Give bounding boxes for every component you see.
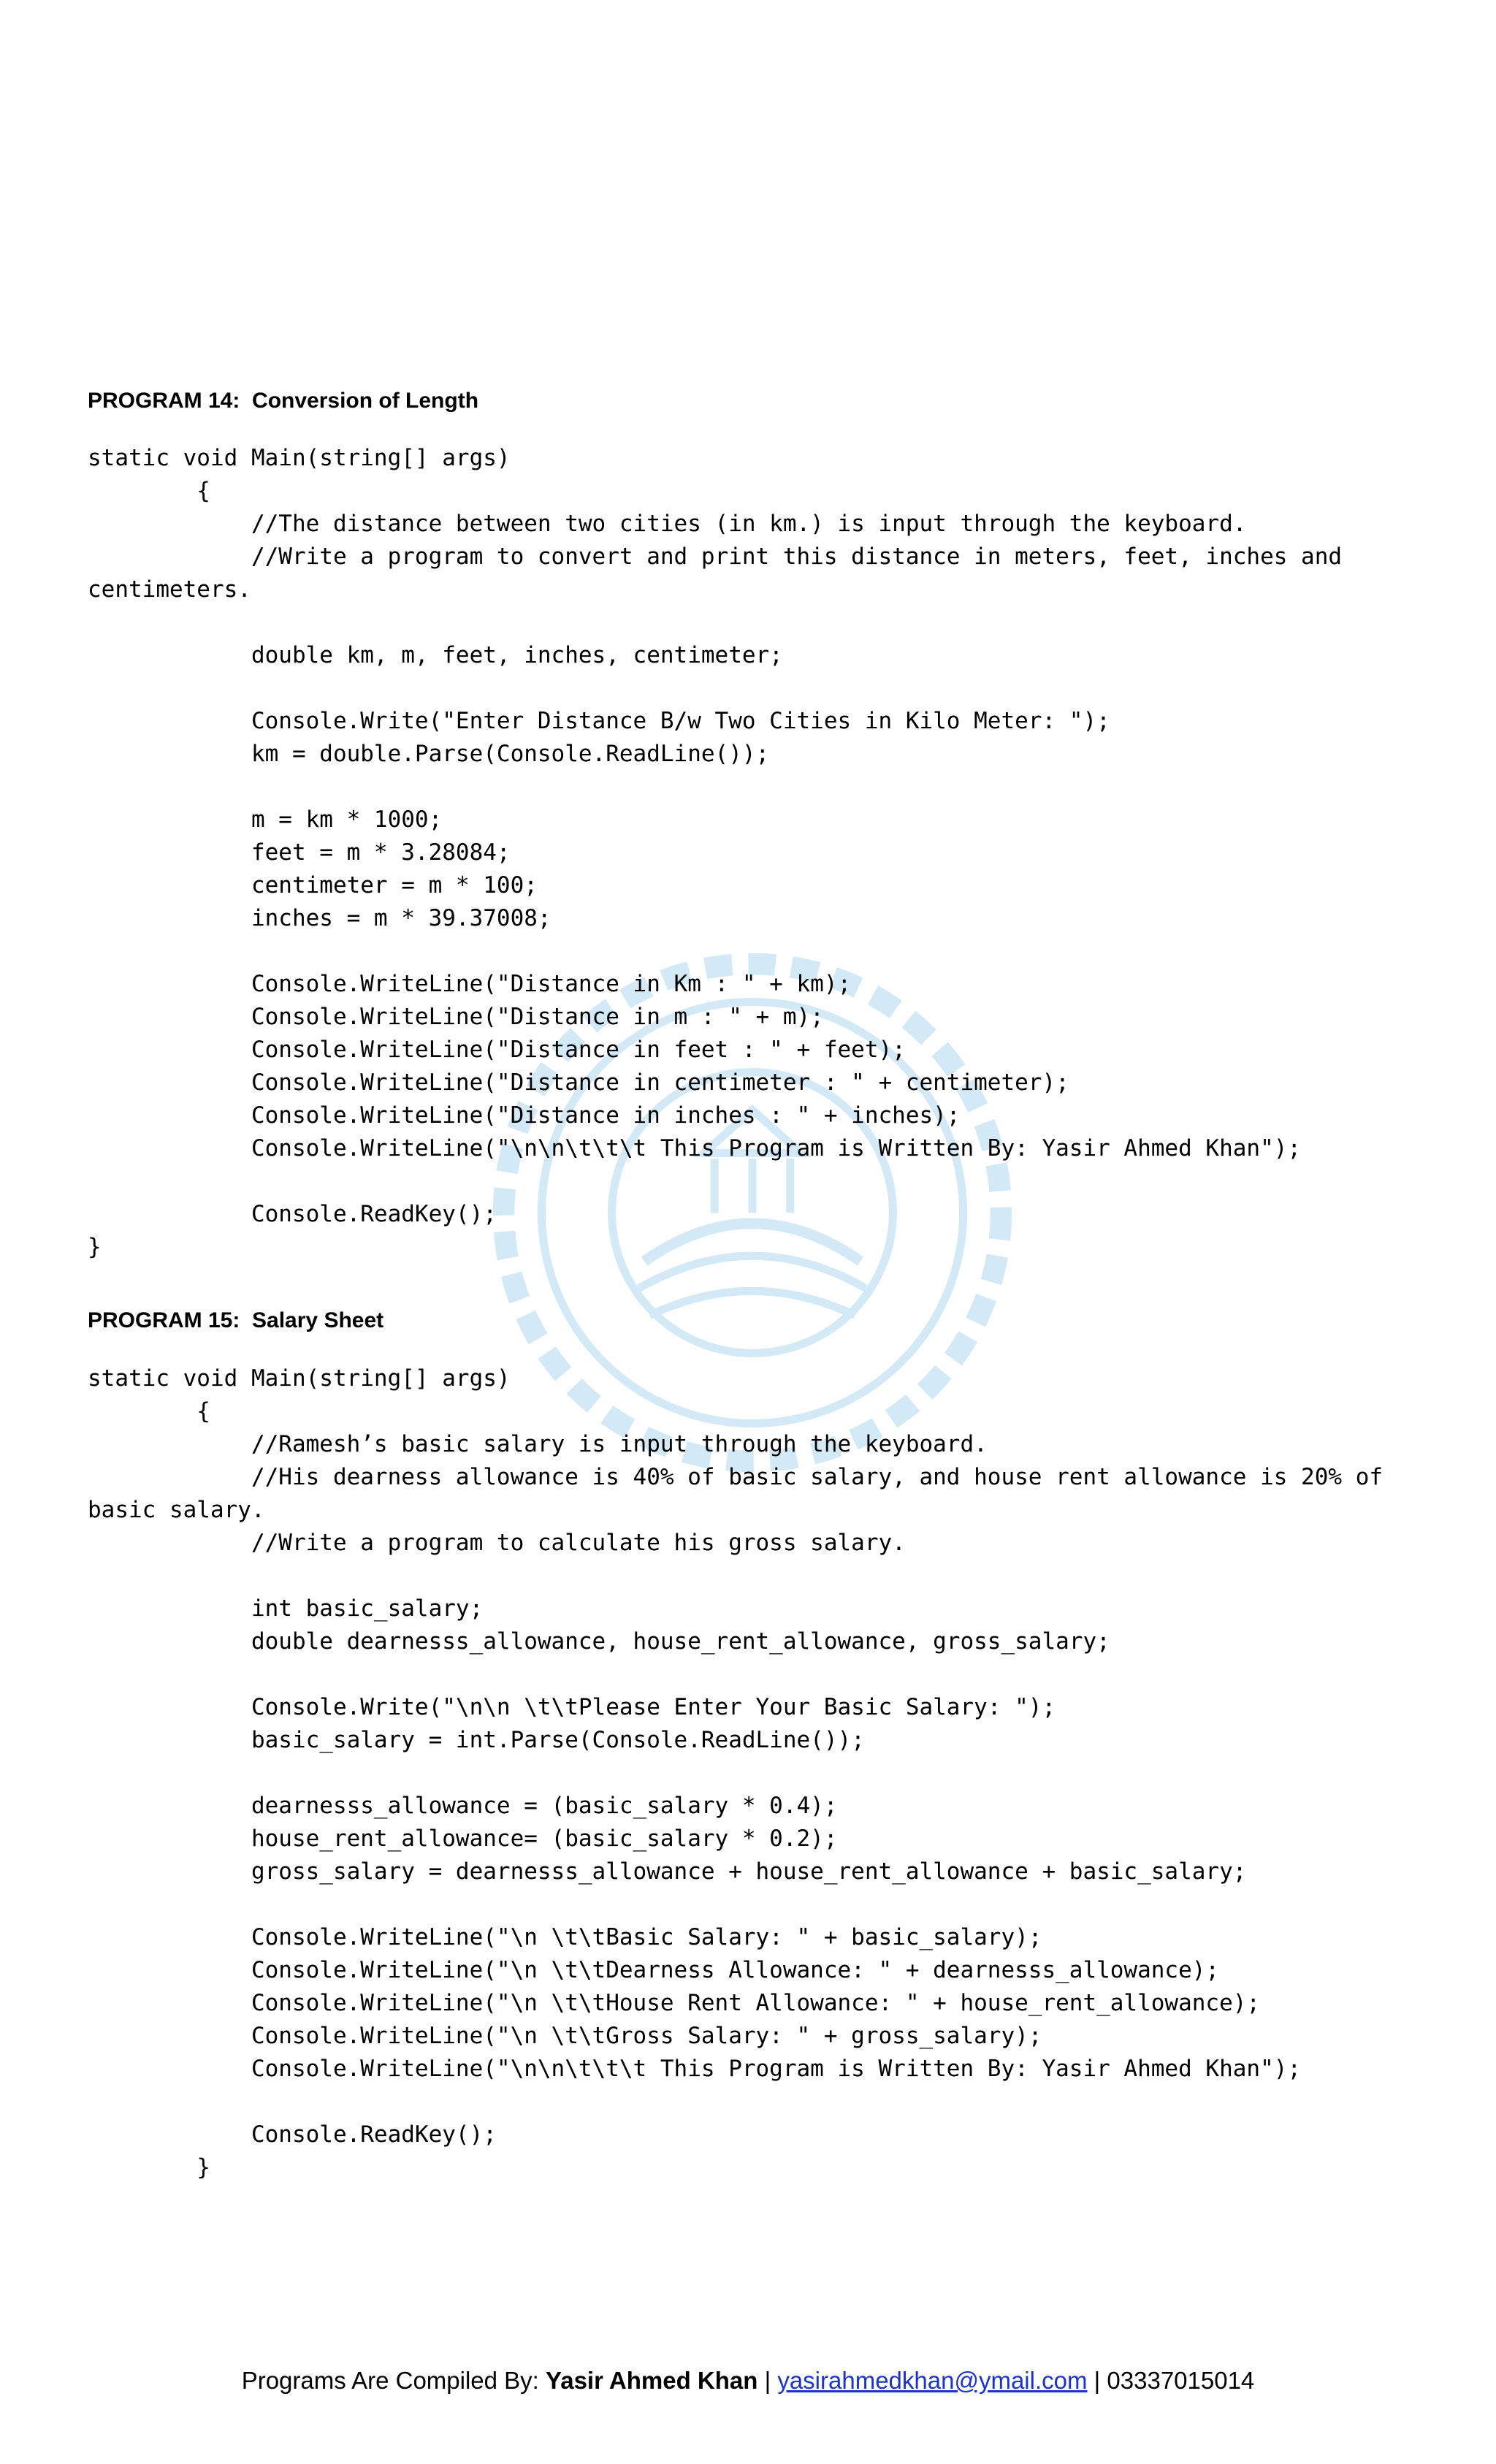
code-line: //Write a program to calculate his gross salary. <box>88 1530 906 1556</box>
code-line <box>88 1165 1342 1198</box>
code-line: double km, m, feet, inches, centimeter; <box>88 642 783 668</box>
code-line: } <box>88 2154 210 2181</box>
code-line <box>88 935 1342 968</box>
code-line <box>88 1757 1383 1790</box>
code-line: static void Main(string[] args) <box>88 445 511 471</box>
code-line: Console.WriteLine("\n\n\t\t\t This Program is Written By: Yasir Ahmed Khan"); <box>88 1135 1302 1162</box>
code-line: dearnesss_allowance = (basic_salary * 0.4); <box>88 1793 838 1819</box>
code-line: } <box>88 1234 102 1260</box>
code-line <box>88 771 1342 804</box>
code-line: static void Main(string[] args) <box>88 1365 511 1392</box>
code-line: Console.WriteLine("\n \t\tHouse Rent Allowance: " + house_rent_allowance); <box>88 1990 1261 2016</box>
footer-separator: | <box>757 2367 778 2394</box>
code-line: house_rent_allowance= (basic_salary * 0.2); <box>88 1826 838 1852</box>
code-line: basic salary. <box>88 1497 265 1523</box>
code-line: Console.WriteLine("Distance in centimeter : " + centimeter); <box>88 1069 1069 1096</box>
code-line: //The distance between two cities (in km.) is input through the keyboard. <box>88 511 1247 537</box>
code-line <box>88 1888 1383 1921</box>
code-line: Console.WriteLine("\n\n\t\t\t This Program is Written By: Yasir Ahmed Khan"); <box>88 2056 1302 2082</box>
code-line: { <box>88 1398 210 1424</box>
code-line: //Write a program to convert and print this distance in meters, feet, inches and <box>88 543 1343 570</box>
code-line <box>88 2086 1383 2118</box>
code-line: Console.WriteLine("\n \t\tGross Salary: " + gross_salary); <box>88 2023 1042 2049</box>
code-line: Console.ReadKey(); <box>88 1201 497 1227</box>
code-line: Console.ReadKey(); <box>88 2121 497 2148</box>
code-line: centimeter = m * 100; <box>88 872 538 899</box>
author-email-link[interactable]: yasirahmedkhan@ymail.com <box>777 2367 1088 2394</box>
code-line: gross_salary = dearnesss_allowance + house_rent_allowance + basic_salary; <box>88 1858 1247 1885</box>
program-15-heading: PROGRAM 15: Salary Sheet <box>88 1308 384 1332</box>
code-line: Console.WriteLine("\n \t\tBasic Salary: " + basic_salary); <box>88 1924 1042 1950</box>
footer-separator: | <box>1087 2367 1107 2394</box>
code-line: Console.Write("\n\n \t\tPlease Enter Your Basic Salary: "); <box>88 1694 1056 1720</box>
code-line <box>88 1560 1383 1593</box>
code-line: Console.WriteLine("Distance in Km : " + km); <box>88 971 852 997</box>
code-line: double dearnesss_allowance, house_rent_allowance, gross_salary; <box>88 1628 1110 1655</box>
code-line <box>88 672 1342 705</box>
code-line: Console.WriteLine("Distance in inches : " + inches); <box>88 1102 961 1129</box>
code-line: km = double.Parse(Console.ReadLine()); <box>88 741 770 767</box>
code-line: basic_salary = int.Parse(Console.ReadLine()); <box>88 1727 865 1753</box>
code-line: m = km * 1000; <box>88 806 443 833</box>
code-line: int basic_salary; <box>88 1595 484 1622</box>
code-line: Console.WriteLine("\n \t\tDearness Allowance: " + dearnesss_allowance); <box>88 1957 1220 1983</box>
code-line: { <box>88 478 210 504</box>
code-line <box>88 1658 1383 1691</box>
code-line: //Ramesh’s basic salary is input through the keyboard. <box>88 1431 988 1457</box>
program-15-code <box>88 1362 1383 2184</box>
code-line: Console.WriteLine("Distance in feet : " + feet); <box>88 1037 906 1063</box>
code-line: inches = m * 39.37008; <box>88 905 552 931</box>
code-line: Console.WriteLine("Distance in m : " + m); <box>88 1004 824 1030</box>
code-line <box>88 606 1342 639</box>
author-phone: 03337015014 <box>1107 2367 1255 2394</box>
code-line: Console.Write("Enter Distance B/w Two Cities in Kilo Meter: "); <box>88 708 1110 734</box>
footer-prefix: Programs Are Compiled By: <box>241 2367 546 2394</box>
program-14-heading: PROGRAM 14: Conversion of Length <box>88 389 479 413</box>
code-line: feet = m * 3.28084; <box>88 839 511 866</box>
program-14-code <box>88 442 1342 1264</box>
author-name: Yasir Ahmed Khan <box>546 2367 758 2394</box>
code-line: //His dearness allowance is 40% of basic salary, and house rent allowance is 20% of <box>88 1464 1384 1490</box>
page-footer <box>0 2367 1496 2395</box>
code-line: centimeters. <box>88 576 251 603</box>
